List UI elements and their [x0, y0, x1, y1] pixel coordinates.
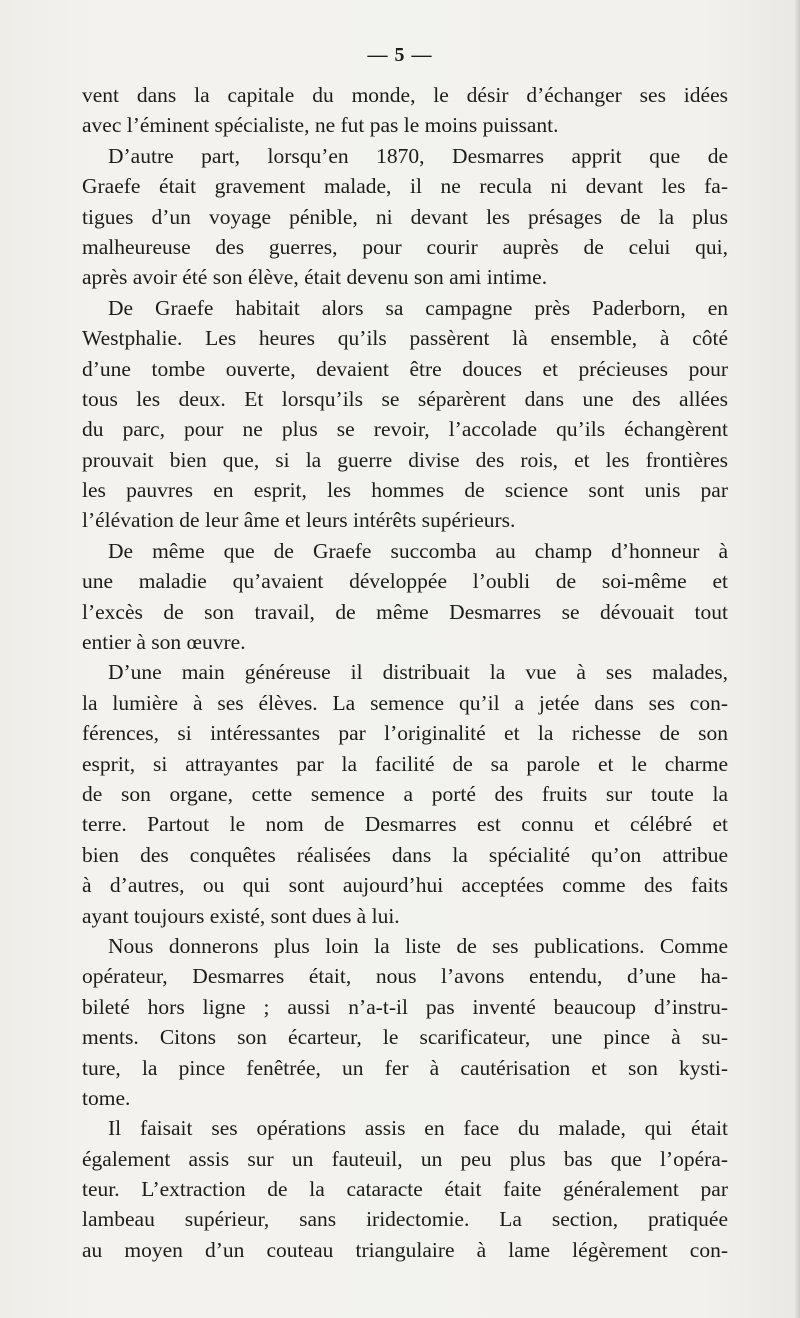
- page-edge-shadow: [794, 0, 800, 1318]
- text-line: également assis sur un fauteuil, un peu plus bas que l’opéra-: [82, 1146, 728, 1171]
- text-line: ayant toujours existé, sont dues à lui.: [82, 903, 400, 928]
- text-line: terre. Partout le nom de Desmarres est connu et célébré et: [82, 812, 728, 837]
- text-line: De Graefe habitait alors sa campagne près Paderborn, en: [108, 295, 728, 320]
- text-line: férences, si intéressantes par l’originalité et la richesse de son: [82, 721, 728, 746]
- text-line: ments. Citons son écarteur, le scarificateur, une pince à su-: [82, 1025, 728, 1050]
- text-line: D’une main généreuse il distribuait la vue à ses malades,: [108, 660, 728, 685]
- body-text: [82, 80, 728, 1265]
- text-line: entier à son œuvre.: [82, 630, 246, 655]
- text-line: opérateur, Desmarres était, nous l’avons entendu, d’une ha-: [82, 964, 728, 989]
- text-line: tome.: [82, 1085, 131, 1110]
- text-line: De même que de Graefe succomba au champ d’honneur à: [108, 538, 728, 563]
- text-line: tous les deux. Et lorsqu’ils se séparèrent dans une des allées: [82, 386, 728, 411]
- text-line: après avoir été son élève, était devenu son ami intime.: [82, 265, 548, 290]
- text-line: bien des conquêtes réalisées dans la spécialité qu’on attribue: [82, 842, 728, 867]
- text-line: la lumière à ses élèves. La semence qu’il a jetée dans ses con-: [82, 690, 728, 715]
- text-line: vent dans la capitale du monde, le désir d’échanger ses idées: [82, 83, 728, 107]
- text-line: l’élévation de leur âme et leurs intérêts supérieurs.: [82, 508, 516, 533]
- text-line: les pauvres en esprit, les hommes de science sont unis par: [82, 478, 728, 503]
- text-line: ture, la pince fenêtrée, un fer à cautérisation et son kysti-: [82, 1055, 728, 1080]
- text-line: teur. L’extraction de la cataracte était faite généralement par: [82, 1177, 728, 1202]
- page-number: — 5 —: [367, 44, 433, 66]
- text-line: de son organe, cette semence a porté des fruits sur toute la: [82, 781, 728, 806]
- text-line: l’excès de son travail, de même Desmarres se dévouait tout: [82, 599, 728, 624]
- text-line: Il faisait ses opérations assis en face du malade, qui était: [108, 1116, 728, 1141]
- text-line: à d’autres, ou qui sont aujourd’hui acceptées comme des faits: [82, 873, 728, 898]
- text-line: au moyen d’un couteau triangulaire à lame légèrement con-: [82, 1237, 728, 1262]
- text-line: bileté hors ligne ; aussi n’a-t-il pas inventé beaucoup d’instru-: [82, 994, 728, 1019]
- text-line: Graefe était gravement malade, il ne recula ni devant les fa-: [82, 174, 728, 199]
- text-line: Nous donnerons plus loin la liste de ses publications. Comme: [108, 933, 728, 958]
- text-line: du parc, pour ne plus se revoir, l’accolade qu’ils échangèrent: [82, 417, 728, 442]
- text-line: prouvait bien que, si la guerre divise des rois, et les frontières: [82, 447, 728, 472]
- text-line: avec l’éminent spécialiste, ne fut pas le moins puissant.: [82, 113, 559, 138]
- text-line: Westphalie. Les heures qu’ils passèrent là ensemble, à côté: [82, 326, 728, 351]
- text-line: esprit, si attrayantes par la facilité de sa parole et le charme: [82, 751, 728, 776]
- text-line: une maladie qu’avaient développée l’oubli de soi-même et: [82, 569, 728, 594]
- text-line: tigues d’un voyage pénible, ni devant les présages de la plus: [82, 204, 728, 229]
- text-line: d’une tombe ouverte, devaient être douces et précieuses pour: [82, 356, 728, 381]
- text-line: malheureuse des guerres, pour courir auprès de celui qui,: [82, 234, 728, 259]
- text-line: lambeau supérieur, sans iridectomie. La section, pratiquée: [82, 1207, 728, 1232]
- text-line: D’autre part, lorsqu’en 1870, Desmarres apprit que de: [108, 143, 728, 168]
